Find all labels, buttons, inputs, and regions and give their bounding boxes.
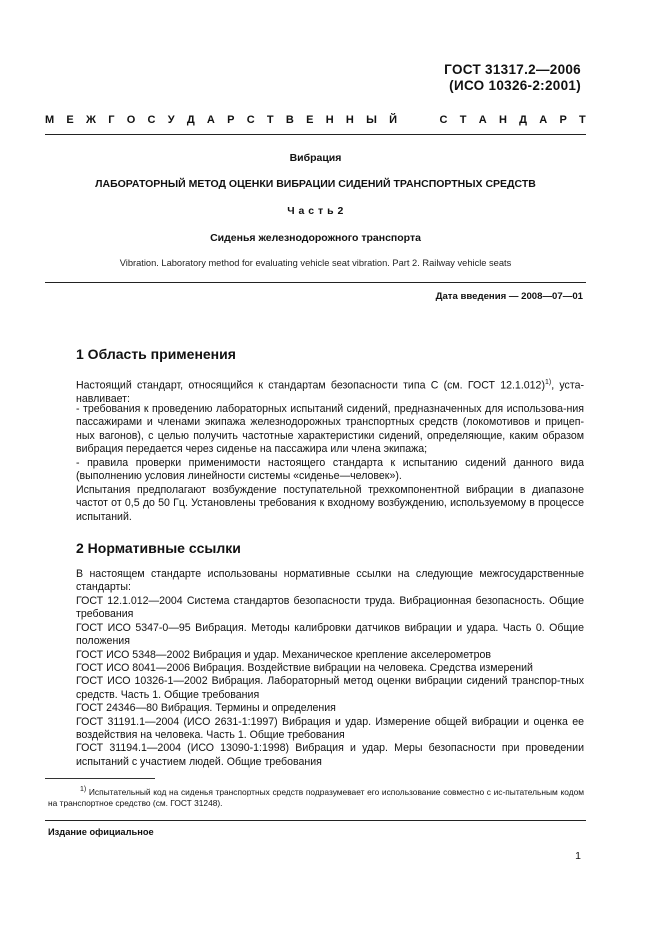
introduction-date: Дата введения — 2008—07—01: [435, 291, 583, 302]
banner-letter: Е: [306, 114, 314, 126]
section-1-paragraph-3: - правила проверки применимости настоящего стандарта к испытанию сидений данного вида (выполнению условия линейности системы «сиденье—человек»).: [76, 457, 584, 483]
title-english: Vibration. Laboratory method for evaluating vehicle seat vibration. Part 2. Railway vehicle seats: [119, 258, 512, 268]
banner-letter: А: [539, 114, 548, 126]
reference-item: ГОСТ 12.1.012—2004 Система стандартов безопасности труда. Вибрационная безопасность. Общие требования: [76, 595, 584, 621]
banner-letter: Ж: [86, 114, 96, 126]
banner-letter: А: [478, 114, 487, 126]
footnote-rule: [45, 778, 155, 779]
banner-letter: Т: [459, 114, 467, 126]
banner-letter: Т: [579, 114, 586, 126]
banner-letter: Д: [186, 114, 195, 126]
reference-item: ГОСТ ИСО 5347-0—95 Вибрация. Методы калибровки датчиков вибрации и удара. Часть 0. Общие положения: [76, 621, 584, 648]
page-number: 1: [575, 850, 581, 862]
banner-letter: Д: [519, 114, 527, 126]
banner-letter: Й: [389, 114, 398, 126]
section-2-heading: 2 Нормативные ссылки: [76, 540, 241, 556]
banner-letter: Н: [325, 114, 334, 126]
reference-item: ГОСТ 31191.1—2004 (ИСО 2631-1:1997) Вибрация и удар. Измерение общей вибрации и оценка ее воздействия на человека. Часть 1. Общие требования: [76, 715, 584, 742]
title-main: ЛАБОРАТОРНЫЙ МЕТОД ОЦЕНКИ ВИБРАЦИИ СИДЕНИЙ ТРАНСПОРТНЫХ СРЕДСТВ: [95, 178, 536, 190]
banner-letter: С: [439, 114, 448, 126]
banner-letter: Н: [498, 114, 507, 126]
banner-gap: [409, 114, 427, 126]
banner-letter: С: [147, 114, 156, 126]
title-vibration: Вибрация: [289, 152, 342, 164]
title-rule: [45, 282, 586, 283]
reference-item: ГОСТ 31194.1—2004 (ИСО 13090-1:1998) Вибрация и удар. Меры безопасности при проведении испытаний с участием людей. Общие требования: [76, 742, 584, 768]
standard-code: ГОСТ 31317.2—2006: [444, 62, 581, 77]
banner-letter: Ы: [366, 114, 377, 126]
section-2-intro: В настоящем стандарте использованы нормативные ссылки на следующие межгосударственные стандарты:: [76, 568, 584, 594]
footnote-bottom-rule: [45, 820, 586, 821]
banner-rule: [45, 134, 586, 135]
banner-letter: Н: [345, 114, 354, 126]
banner-letter: У: [167, 114, 175, 126]
banner-letter: Е: [66, 114, 74, 126]
banner-letter: С: [246, 114, 255, 126]
banner-letter: Г: [108, 114, 115, 126]
banner-letter: А: [206, 114, 215, 126]
banner-letter: Т: [266, 114, 274, 126]
section-1-heading: 1 Область применения: [76, 346, 236, 362]
reference-item: ГОСТ ИСО 5348—2002 Вибрация и удар. Механическое крепление акселерометров: [76, 648, 492, 661]
banner-letter: Р: [559, 114, 567, 126]
section-1-paragraph-2: - требования к проведению лабораторных испытаний сидений, предназначенных для использова-ния пассажирами и членами экипажа железнодорожных транспортных средств (локомотивов и прицеп-ных вагонов), с целью получить частотные характеристики сидений, определяющие, каким образом вибрация передается через сиденье на пассажира или члена экипажа;: [76, 403, 584, 456]
banner-letter: Р: [227, 114, 235, 126]
title-railway: Сиденья железнодорожного транспорта: [210, 232, 421, 244]
title-part: Ч а с т ь 2: [287, 205, 344, 217]
reference-item: ГОСТ 24346—80 Вибрация. Термины и определения: [76, 702, 336, 715]
section-1-paragraph-1: Настоящий стандарт, относящийся к стандартам безопасности типа С (см. ГОСТ 12.1.012)$^{1)}$, уста-навливает:: [76, 379, 584, 405]
references-list: [76, 595, 584, 769]
banner-letter: О: [126, 114, 136, 126]
iso-code: (ИСО 10326-2:2001): [449, 78, 581, 93]
standard-banner: [45, 114, 586, 126]
section-1-paragraph-4: Испытания предполагают возбуждение поступательной трехкомпонентной вибрации в диапазоне частот от 0,5 до 50 Гц. Установлены требования к входному возбуждению, используемому в процессе испытаний.: [76, 484, 584, 523]
edition-label: Издание официальное: [48, 827, 154, 837]
banner-letter: М: [45, 114, 55, 126]
banner-letter: В: [285, 114, 294, 126]
reference-item: ГОСТ ИСО 8041—2006 Вибрация. Воздействие вибрации на человека. Средства измерений: [76, 662, 533, 675]
reference-item: ГОСТ ИСО 10326-1—2002 Вибрация. Лабораторный метод оценки вибрации сидений транспор-тных средств. Часть 1. Общие требования: [76, 675, 584, 701]
footnote: $^{1)}$ Испытательный код на сиденья транспортных средств подразумевает его использование совместно с ис-пытательным кодом на транспортное средство (см. ГОСТ 31248).: [48, 786, 584, 809]
